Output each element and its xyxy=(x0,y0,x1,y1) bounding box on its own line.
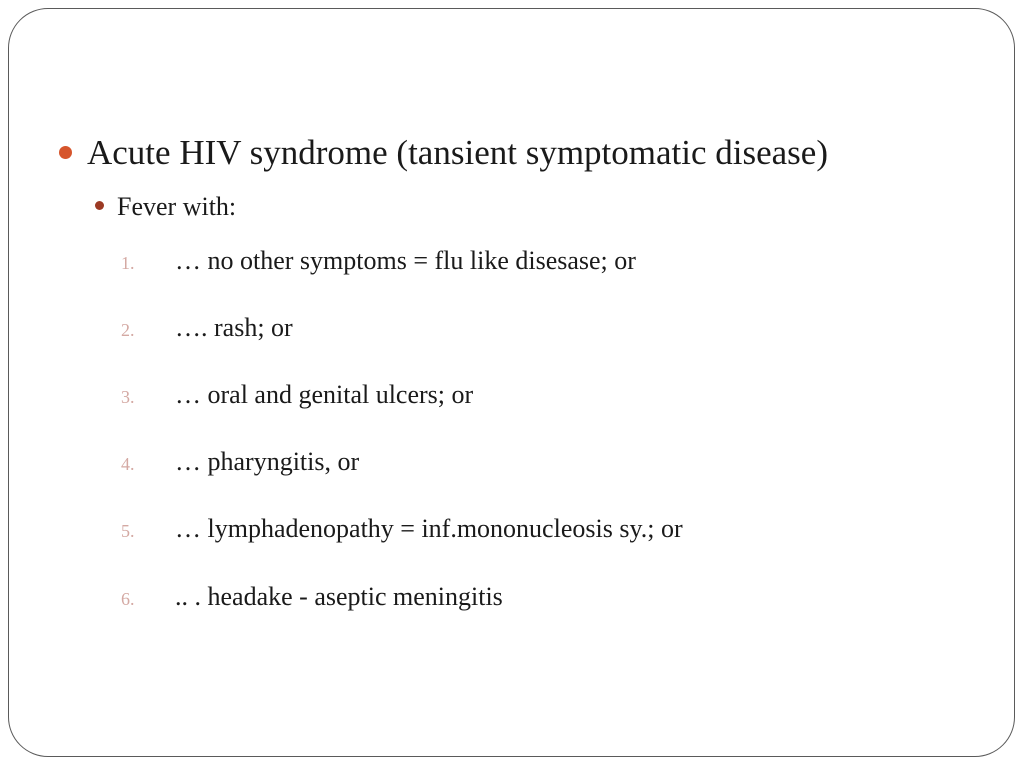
list-item: … lymphadenopathy = inf.mononucleosis sy.; or xyxy=(175,514,683,543)
list-number: 5. xyxy=(121,521,135,541)
list-item: .. . headake - aseptic meningitis xyxy=(175,582,503,611)
list-number: 6. xyxy=(121,589,135,609)
list-number: 1. xyxy=(121,253,135,273)
list-item: … no other symptoms = flu like disesase; or xyxy=(175,246,636,275)
slide-heading: Acute HIV syndrome (tansient symptomatic disease) xyxy=(87,133,828,172)
slide-frame xyxy=(8,8,1015,757)
list-item: …. rash; or xyxy=(175,313,293,342)
bullet-level2-icon xyxy=(95,201,104,210)
list-number: 2. xyxy=(121,320,135,340)
list-item: … pharyngitis, or xyxy=(175,447,360,476)
list-number: 3. xyxy=(121,387,135,407)
slide-subheading: Fever with: xyxy=(117,192,237,221)
list-item: … oral and genital ulcers; or xyxy=(175,380,474,409)
bullet-level1-icon xyxy=(59,146,72,159)
list-number: 4. xyxy=(121,454,135,474)
